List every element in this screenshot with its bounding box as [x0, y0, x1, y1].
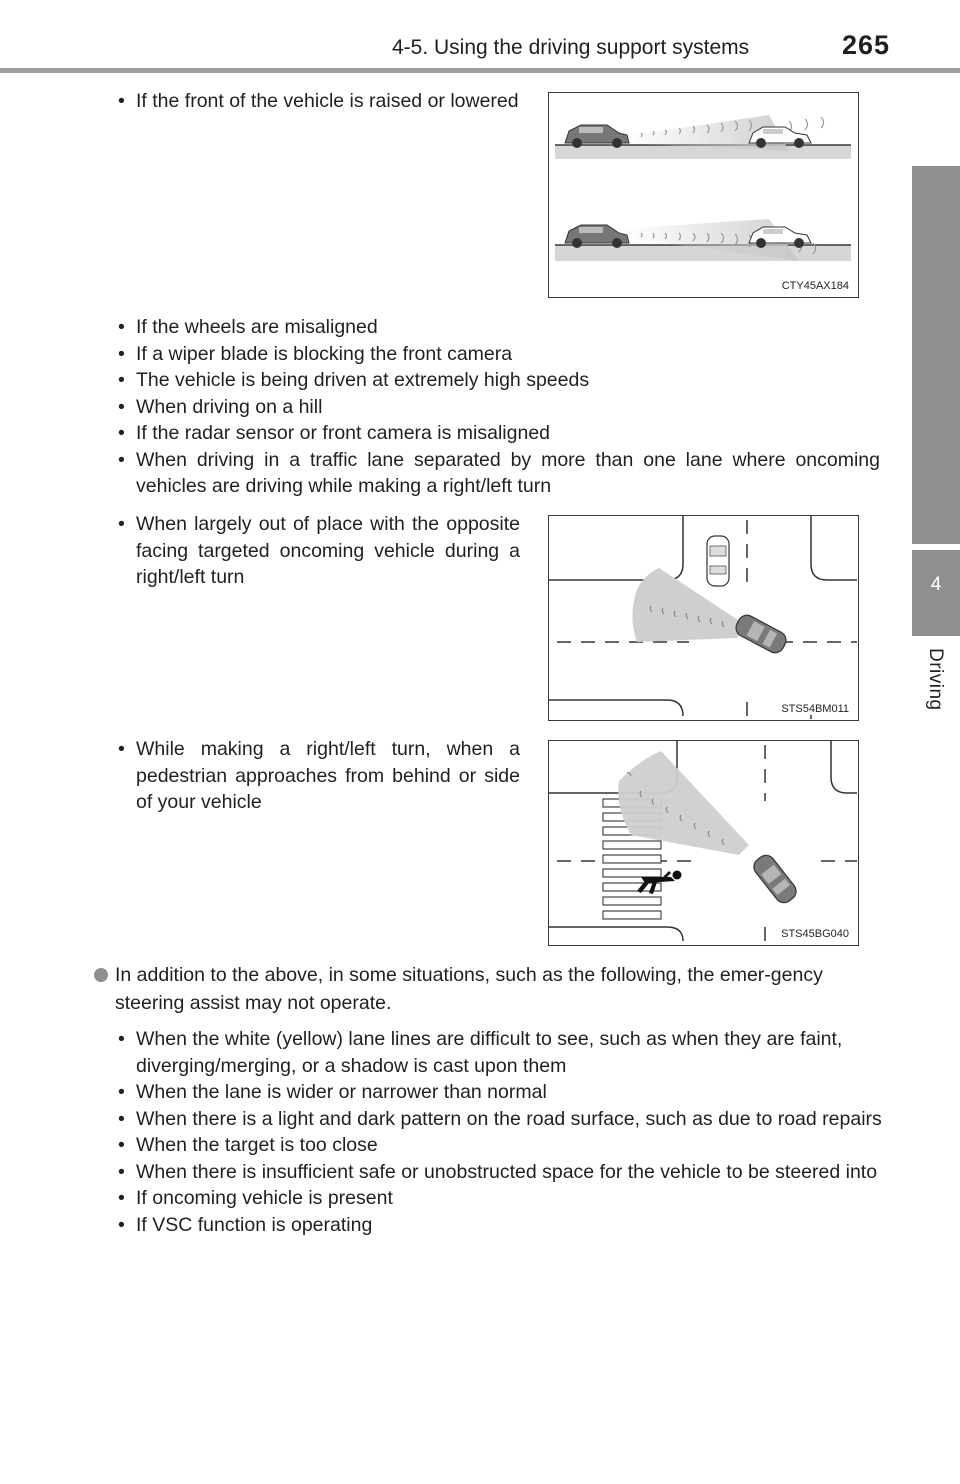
figure-pedestrian-turn: [548, 740, 859, 946]
list-item: • When there is a light and dark pattern on the road surface, such as due to road repairs: [114, 1106, 884, 1133]
list-item: • When driving in a traffic lane separated by more than one lane where oncoming vehicles are driving while making a right/left turn: [114, 447, 880, 500]
list-item: • When largely out of place with the opposite facing targeted oncoming vehicle during a right/left turn: [114, 511, 520, 591]
pedestrian-turn-illustration: [549, 741, 857, 944]
vehicle-tilt-illustration: [549, 93, 857, 296]
chapter-number: 4: [912, 550, 960, 636]
note-paragraph: In addition to the above, in some situations, such as the following, the emer-gency steering assist may not operate.: [115, 964, 823, 1014]
list-item: • While making a right/left turn, when a pedestrian approaches from behind or side of your vehicle: [114, 736, 520, 816]
list-item: • If VSC function is operating: [114, 1212, 884, 1239]
own-car: [750, 852, 799, 907]
list-item: • When the target is too close: [114, 1132, 884, 1159]
oncoming-car: [707, 536, 729, 586]
figure-code: CTY45AX184: [781, 280, 849, 292]
figure-code: STS54BM011: [781, 703, 849, 715]
list-item: • When the white (yellow) lane lines are difficult to see, such as when they are faint, diverging/merging, or a shadow is cast upon them: [114, 1026, 884, 1079]
list-item: • The vehicle is being driven at extremely high speeds: [114, 367, 880, 394]
chapter-label: [912, 640, 960, 750]
bullet-list-3: [114, 511, 520, 591]
list-item: • If the wheels are misaligned: [114, 314, 880, 341]
list-item: • When the lane is wider or narrower than normal: [114, 1079, 884, 1106]
page-header: [0, 0, 960, 78]
intersection-oncoming-illustration: [549, 516, 857, 719]
header-rule: [0, 68, 960, 73]
list-item: • If oncoming vehicle is present: [114, 1185, 884, 1212]
list-item: • If the radar sensor or front camera is misaligned: [114, 420, 880, 447]
own-car: [733, 612, 789, 656]
list-item: • When there is insufficient safe or unobstructed space for the vehicle to be steered into: [114, 1159, 884, 1186]
figure-vehicle-tilt: [548, 92, 859, 298]
chapter-tab-bar: [912, 166, 960, 544]
bullet-list-4: [114, 736, 520, 816]
bullet-list-1: [114, 88, 520, 115]
note-bullet-icon: [94, 968, 108, 982]
figure-code: STS45BG040: [781, 928, 849, 940]
page-number: 265: [842, 30, 891, 60]
section-title: 4-5. Using the driving support systems: [392, 36, 750, 59]
list-item: • If a wiper blade is blocking the front camera: [114, 341, 880, 368]
list-item: • If the front of the vehicle is raised or lowered: [114, 88, 520, 115]
bullet-list-2: [114, 314, 880, 500]
bullet-list-5: [114, 1026, 884, 1238]
figure-intersection-oncoming: [548, 515, 859, 721]
list-item: • When driving on a hill: [114, 394, 880, 421]
chapter-title: Driving: [925, 648, 946, 711]
